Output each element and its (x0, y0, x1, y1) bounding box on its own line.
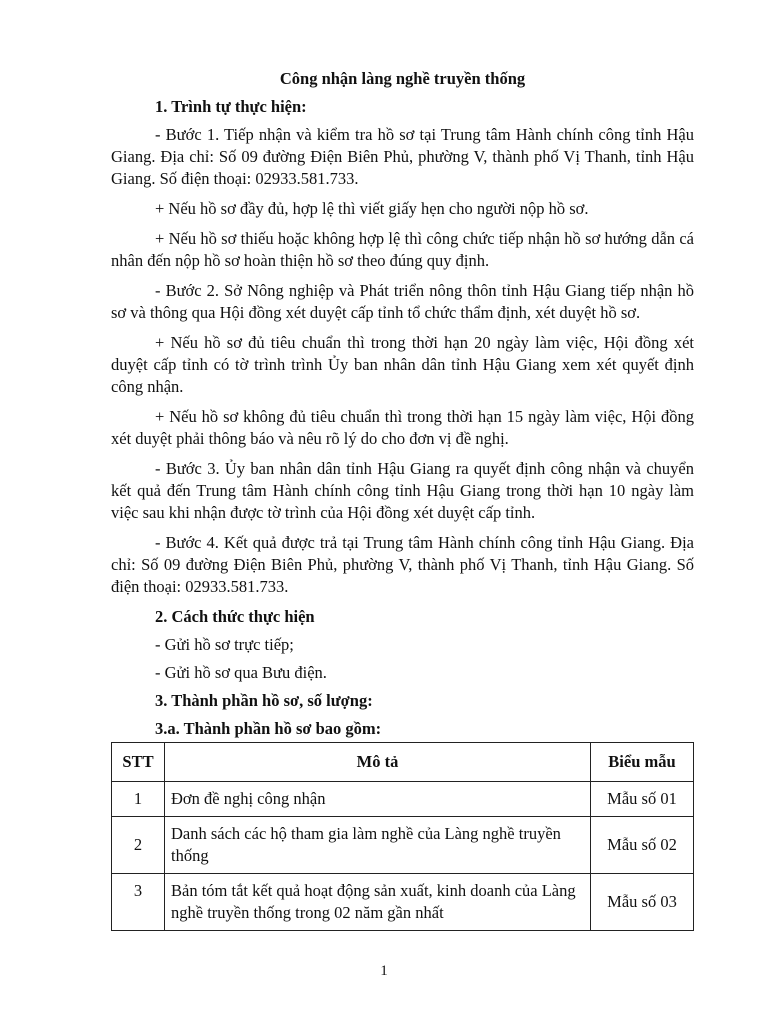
row-description: Danh sách các hộ tham gia làm nghề của Làng nghề truyền thống (165, 817, 591, 874)
method-post: - Gửi hồ sơ qua Bưu điện. (155, 663, 327, 682)
column-header-stt: STT (112, 743, 165, 782)
section-3a-heading: 3.a. Thành phần hồ sơ bao gồm: (155, 719, 382, 738)
step-2-qualified-note: + Nếu hồ sơ đủ tiêu chuẩn thì trong thời hạn 20 ngày làm việc, Hội đồng xét duyệt cấp tỉnh có tờ trình trình Ủy ban nhân dân tỉnh Hậu Giang xem xét quyết định công nhận. (111, 333, 694, 396)
step-2-unqualified-note: + Nếu hồ sơ không đủ tiêu chuẩn thì trong thời hạn 15 ngày làm việc, Hội đồng xét duyệt phải thông báo và nêu rõ lý do cho đơn vị đề nghị. (111, 407, 694, 448)
row-stt: 3 (112, 874, 165, 931)
step-1-complete-note: + Nếu hồ sơ đầy đủ, hợp lệ thì viết giấy hẹn cho người nộp hồ sơ. (155, 199, 589, 218)
step-1-paragraph: - Bước 1. Tiếp nhận và kiểm tra hồ sơ tại Trung tâm Hành chính công tỉnh Hậu Giang. Địa chỉ: Số 09 đường Điện Biên Phủ, phường V, thành phố Vị Thanh, tỉnh Hậu Giang. Số điện thoại: 02933.581.733. (111, 125, 694, 188)
section-1-heading: 1. Trình tự thực hiện: (155, 97, 307, 116)
row-description: Bản tóm tắt kết quả hoạt động sản xuất, kinh doanh của Làng nghề truyền thống trong 02 năm gần nhất (165, 874, 591, 931)
step-3-paragraph: - Bước 3. Ủy ban nhân dân tỉnh Hậu Giang ra quyết định công nhận và chuyển kết quả đến Trung tâm Hành chính công tỉnh Hậu Giang trong thời hạn 10 ngày làm việc sau khi nhận được tờ trình của Hội đồng xét duyệt cấp tỉnh. (111, 459, 694, 522)
table-header-row (112, 743, 694, 782)
row-form: Mẫu số 02 (591, 817, 694, 874)
documents-table (111, 742, 694, 931)
document-title: Công nhận làng nghề truyền thống (279, 69, 526, 88)
section-3-heading: 3. Thành phần hồ sơ, số lượng: (155, 691, 373, 710)
table-row (112, 782, 694, 817)
table-row (112, 874, 694, 931)
table-row (112, 817, 694, 874)
row-form: Mẫu số 03 (591, 874, 694, 931)
row-stt: 2 (112, 817, 165, 874)
method-direct: - Gửi hồ sơ trực tiếp; (155, 635, 294, 654)
step-1-incomplete-note: + Nếu hồ sơ thiếu hoặc không hợp lệ thì công chức tiếp nhận hồ sơ hướng dẫn cá nhân đến nộp hồ sơ hoàn thiện hồ sơ theo đúng quy định. (111, 229, 694, 270)
step-4-paragraph: - Bước 4. Kết quả được trả tại Trung tâm Hành chính công tỉnh Hậu Giang. Địa chỉ: Số 09 đường Điện Biên Phủ, phường V, thành phố Vị Thanh, tỉnh Hậu Giang. Số điện thoại: 02933.581.733. (111, 533, 694, 596)
row-description: Đơn đề nghị công nhận (165, 782, 591, 817)
step-2-paragraph: - Bước 2. Sở Nông nghiệp và Phát triển nông thôn tỉnh Hậu Giang tiếp nhận hồ sơ và thông qua Hội đồng xét duyệt cấp tỉnh tổ chức thẩm định, xét duyệt hồ sơ. (111, 281, 694, 322)
document-body (111, 68, 694, 931)
row-stt: 1 (112, 782, 165, 817)
page-number: 1 (380, 963, 388, 979)
column-header-description: Mô tả (165, 743, 591, 782)
column-header-form: Biểu mẫu (591, 743, 694, 782)
row-form: Mẫu số 01 (591, 782, 694, 817)
section-2-heading: 2. Cách thức thực hiện (155, 607, 315, 626)
